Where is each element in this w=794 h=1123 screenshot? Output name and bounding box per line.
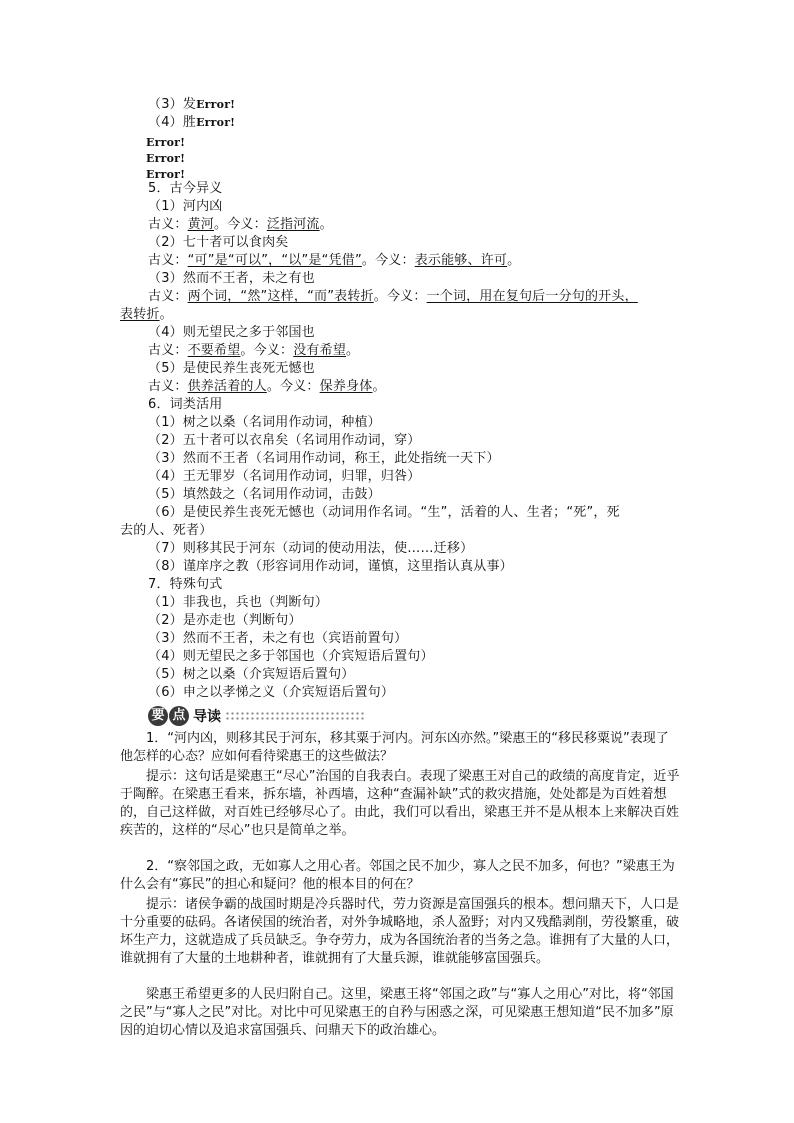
meaning-line: 古义：黄河。今义：泛指河流。 [148, 217, 333, 232]
item-sheng: （4）胜Error! [148, 115, 236, 130]
meaning-line: 古义：“可”是“可以”，“以”是“凭借”。今义：表示能够、许可。 [148, 253, 521, 268]
meaning-line: 古义：供养活着的人。今义：保养身体。 [148, 379, 386, 394]
meaning-line: 古义：不要希望。今义：没有希望。 [148, 343, 360, 358]
meaning-line-cont: 表转折。 [120, 307, 173, 322]
example-line: （5）是使民养生丧死无憾也 [148, 361, 315, 376]
dotted-rule [225, 711, 365, 721]
error-text: Error! [146, 152, 186, 165]
list-item: （1）树之以桑（名词用作动词，种植） [148, 415, 381, 430]
error-text: Error! [146, 168, 186, 181]
question-paragraph: 1．“河内凶，则移其民于河东，移其粟于河内。河东凶亦然。”梁惠王的“移民移粟说”表现了他怎样的心态？应如何看待梁惠王的这些做法？ [120, 731, 669, 764]
example-line: （4）则无望民之多于邻国也 [148, 325, 315, 340]
list-item: （1）非我也，兵也（判断句） [148, 595, 329, 610]
list-item: （4）王无罪岁（名词用作动词，归罪，归咎） [148, 469, 421, 484]
item-fa: （3）发Error! [148, 97, 236, 112]
list-item: （6）是使民养生丧死无憾也（动词用作名词。“生”，活着的人、生者；“死”，死 [148, 505, 620, 520]
hint-paragraph: 提示：这句话是梁惠王“尽心”治国的自我表白。表现了梁惠王对自己的政绩的高度肯定，近乎于陶醉。在梁惠王看来，拆东墙，补西墙，这种“查漏补缺”式的救灾措施，处处都是为百姓着想的，自己这样做，对百姓已经够尽心了。由此，我们可以看出，梁惠王并不是从根本上来解决百姓疾苦的，这样的“尽心”也只是简单之举。 [120, 769, 680, 838]
error-text: Error! [146, 136, 186, 149]
list-item: （2）五十者可以衣帛矣（名词用作动词，穿） [148, 433, 421, 448]
list-item: （5）树之以桑（介宾短语后置句） [148, 667, 355, 682]
badge-circle: 要 [148, 706, 168, 726]
list-item: （7）则移其民于河东（动词的使动用法，使……迁移） [148, 541, 474, 556]
question-paragraph: 2．“察邻国之政，无如寡人之用心者。邻国之民不加少，寡人之民不加多，何也？”梁惠王为什么会有“寡民”的担心和疑问？他的根本目的何在？ [120, 859, 675, 892]
list-item: （4）则无望民之多于邻国也（介宾短语后置句） [148, 649, 434, 664]
key-points-badge [148, 706, 365, 726]
section-heading: 5．古今异义 [148, 181, 223, 196]
list-item: （8）谨庠序之教（形容词用作动词，谨慎，这里指认真从事） [148, 559, 513, 574]
badge-circle: 点 [169, 706, 189, 726]
section-heading: 6．词类活用 [148, 397, 223, 412]
list-item: （3）然而不王者，未之有也（宾语前置句） [148, 631, 408, 646]
error-text: Error! [196, 116, 236, 129]
list-item: （2）是亦走也（判断句） [148, 613, 302, 628]
list-item: （6）申之以孝悌之义（介宾短语后置句） [148, 685, 395, 700]
hint-paragraph: 梁惠王希望更多的人民归附自己。这里，梁惠王将“邻国之政”与“寡人之用心”对比，将“邻国之民”与“寡人之民”对比。对比中可见梁惠王的自矜与困惑之深，可见梁惠王想知道“民不加多”原因的迫切心情以及追求富国强兵、问鼎天下的政治雄心。 [120, 987, 674, 1038]
section-heading: 7．特殊句式 [148, 577, 223, 592]
error-text: Error! [196, 98, 236, 111]
meaning-line: 古义：两个词，“然”这样，“而”表转折。今义：一个词，用在复句后一分句的开头， [148, 289, 638, 304]
list-item-cont: 去的人、死者） [120, 523, 213, 538]
example-line: （3）然而不王者，未之有也 [148, 271, 315, 286]
example-line: （1）河内凶 [148, 199, 223, 214]
badge-title: 导读 [193, 709, 221, 725]
example-line: （2）七十者可以食肉矣 [148, 235, 289, 250]
hint-paragraph: 提示：诸侯争霸的战国时期是冷兵器时代，劳力资源是富国强兵的根本。想问鼎天下，人口是十分重要的砝码。各诸侯国的统治者，对外争城略地，杀人盈野；对内又残酷剥削，劳役繁重，破坏生产力，这就造成了兵员缺乏。争夺劳力，成为各国统治者的当务之急。谁拥有了大量的人口，谁就拥有了大量的土地耕种者，谁就拥有了大量兵源，谁就能够富国强兵。 [120, 897, 680, 966]
list-item: （5）填然鼓之（名词用作动词，击鼓） [148, 487, 381, 502]
list-item: （3）然而不王者（名词用作动词，称王，此处指统一天下） [148, 451, 500, 466]
